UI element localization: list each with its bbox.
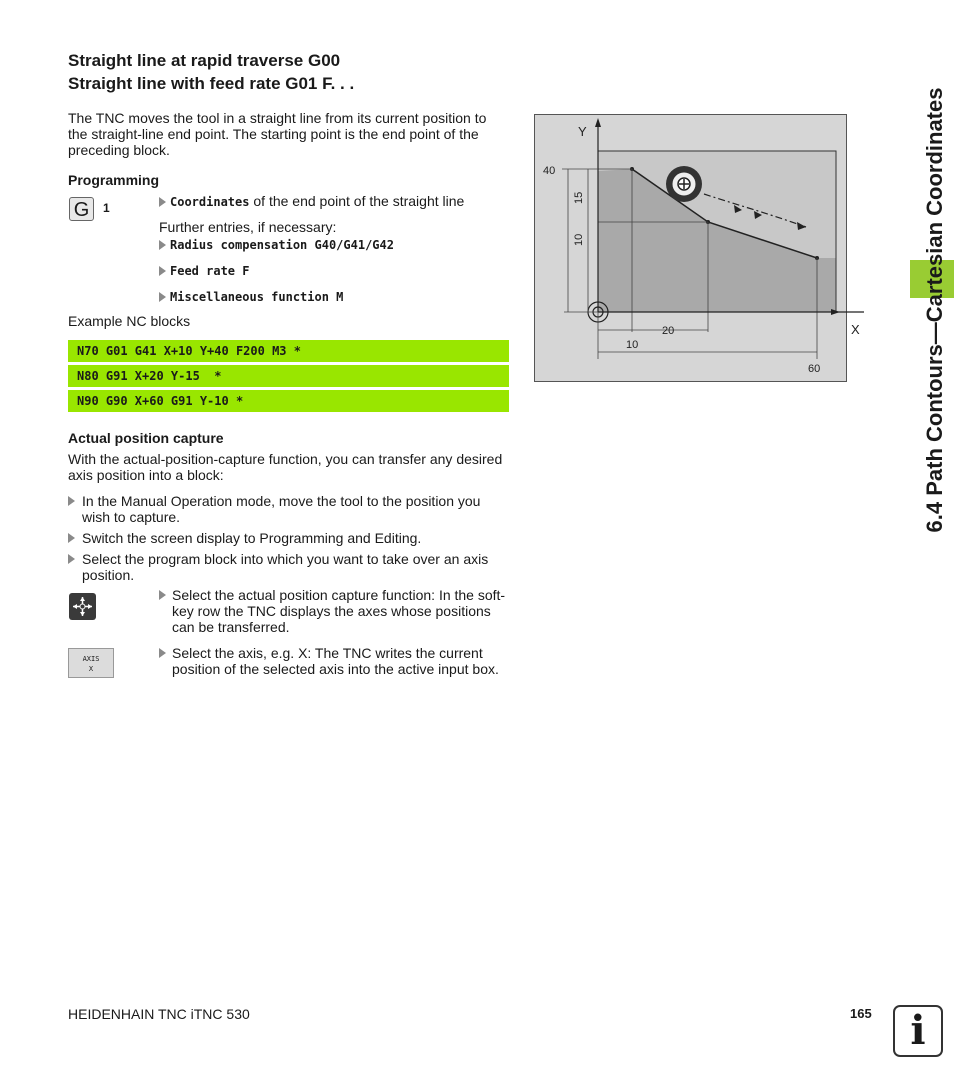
arrow-icon	[159, 648, 166, 658]
dim-10-vertical-label: 10	[573, 233, 585, 246]
straight-line-figure	[534, 114, 860, 382]
step-2	[68, 530, 421, 546]
y-axis-label: Y	[578, 124, 587, 139]
footer-product: HEIDENHAIN TNC iTNC 530	[68, 1006, 250, 1022]
step-text: In the Manual Operation mode, move the tool to the position you	[82, 493, 481, 509]
dim-40-label: 40	[543, 165, 556, 177]
side-chapter-title-text: 6.4 Path Contours—Cartesian Coordinates	[922, 87, 947, 533]
arrow-icon	[159, 266, 166, 276]
step-text: can be transferred.	[172, 619, 290, 635]
arrow-icon	[159, 590, 166, 600]
nc-block: N90 G90 X+60 G91 Y-10 *	[68, 390, 509, 412]
actual-position-capture-key-icon[interactable]	[69, 593, 96, 620]
info-glyph: i	[910, 1007, 926, 1054]
softkey-label: X	[88, 665, 94, 673]
misc-entry: Miscellaneous function M	[159, 288, 343, 306]
arrow-icon	[159, 197, 166, 207]
capture-intro-line: With the actual-position-capture function, you can transfer any desired	[68, 451, 503, 467]
heading-line-2: Straight line with feed rate G01 F. . .	[68, 74, 355, 93]
arrow-icon	[68, 554, 75, 564]
intro-line: The TNC moves the tool in a straight line from its current position to	[68, 110, 487, 126]
intro-line: preceding block.	[68, 142, 170, 158]
softkey-label: AXIS	[82, 655, 100, 663]
radius-entry: Radius compensation G40/G41/G42	[159, 236, 394, 254]
coordinates-text: of the end point of the straight line	[249, 193, 465, 209]
example-label: Example NC blocks	[68, 313, 191, 329]
capture-heading: Actual position capture	[68, 430, 224, 446]
arrow-icon	[159, 292, 166, 302]
x-axis-label: X	[851, 322, 860, 337]
info-icon	[893, 1005, 943, 1057]
step-text: Select the axis, e.g. X: The TNC writes the current	[172, 645, 483, 661]
step-text: position of the selected axis into the active input box.	[172, 661, 499, 677]
capture-intro	[68, 451, 502, 483]
intro-paragraph	[68, 110, 486, 158]
side-chapter-title	[920, 50, 950, 570]
dim-60-label: 60	[808, 363, 821, 375]
step-text: Switch the screen display to Programming and Editing.	[82, 530, 422, 546]
step-1	[68, 493, 480, 525]
step-text: key row the TNC displays the axes whose positions	[172, 603, 491, 619]
milling-tool-icon	[666, 166, 702, 202]
step-text: Select the actual position capture function: In the soft-	[172, 587, 506, 603]
step-text: position.	[82, 567, 135, 583]
step-4	[159, 587, 505, 635]
programming-heading: Programming	[68, 172, 160, 188]
coordinates-entry	[159, 193, 464, 210]
dim-10-horizontal-label: 10	[626, 339, 639, 351]
further-entries: Further entries, if necessary:	[159, 219, 337, 235]
step-3	[68, 551, 488, 583]
arrow-icon	[68, 533, 75, 543]
heading-line-1: Straight line at rapid traverse G00	[68, 51, 341, 70]
g-key-icon[interactable]: G	[69, 197, 94, 221]
intro-line: the straight-line end point. The starting point is the end point of the	[68, 126, 479, 142]
arrow-icon	[159, 240, 166, 250]
feed-entry: Feed rate F	[159, 262, 249, 280]
dim-20-label: 20	[662, 325, 675, 337]
g-key-number: 1	[103, 201, 110, 215]
crosshair-icon	[69, 593, 96, 620]
dim-15-label: 15	[573, 191, 585, 204]
step-5	[159, 645, 499, 677]
step-text: wish to capture.	[82, 509, 181, 525]
step-text: Select the program block into which you want to take over an axis	[82, 551, 489, 567]
coordinates-keyword: Coordinates	[170, 195, 250, 209]
section-heading	[68, 49, 354, 95]
nc-block: N70 G01 G41 X+10 Y+40 F200 M3 *	[68, 340, 509, 362]
axis-x-softkey[interactable]	[68, 648, 114, 678]
arrow-icon	[68, 496, 75, 506]
page-number: 165	[850, 1006, 872, 1021]
nc-block: N80 G91 X+20 Y-15 *	[68, 365, 509, 387]
capture-intro-line: axis position into a block:	[68, 467, 224, 483]
